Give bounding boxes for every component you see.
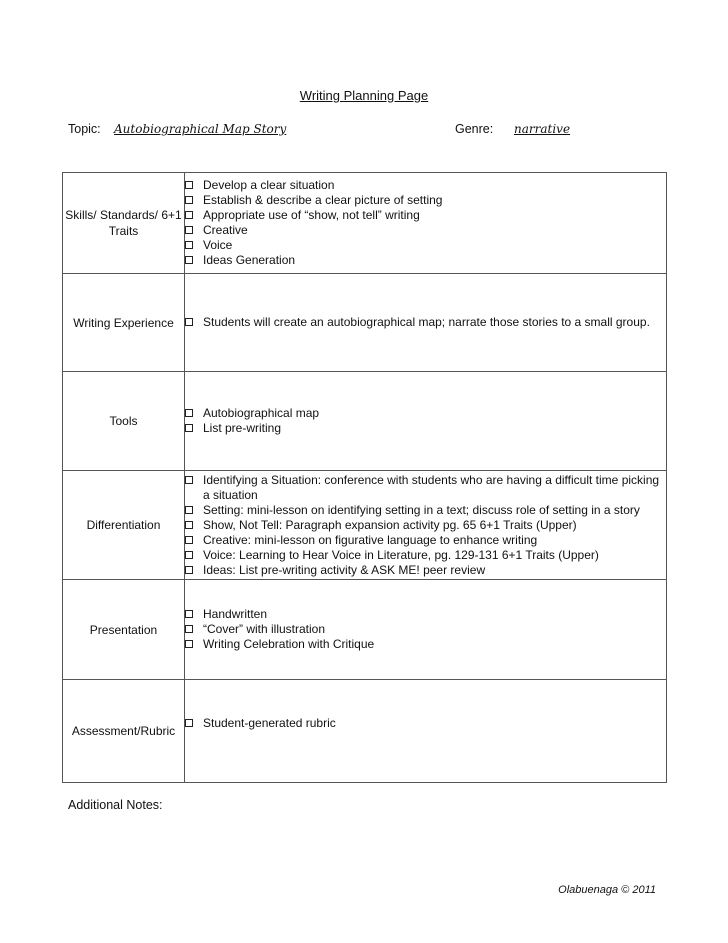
checkbox-icon[interactable] xyxy=(185,424,193,432)
list-item xyxy=(185,208,666,223)
list-item xyxy=(185,253,666,268)
row-content-tools xyxy=(185,372,667,471)
table-row xyxy=(63,274,667,372)
checkbox-icon[interactable] xyxy=(185,566,193,574)
row-content-differentiation xyxy=(185,471,667,580)
row-content-presentation xyxy=(185,580,667,680)
list-item xyxy=(185,622,666,637)
table-row xyxy=(63,680,667,783)
item-text: Ideas: List pre-writing activity & ASK ME! peer review xyxy=(203,562,486,577)
list-item xyxy=(185,421,666,436)
row-label-presentation: Presentation xyxy=(63,580,185,680)
item-text: Appropriate use of “show, not tell” writing xyxy=(203,208,420,222)
item-text: Voice: Learning to Hear Voice in Literature, pg. 129-131 6+1 Traits (Upper) xyxy=(203,547,599,562)
checkbox-icon[interactable] xyxy=(185,610,193,618)
checkbox-icon[interactable] xyxy=(185,506,193,514)
item-text: Develop a clear situation xyxy=(203,178,335,192)
row-label-assessment: Assessment/Rubric xyxy=(63,680,185,783)
checkbox-icon[interactable] xyxy=(185,625,193,633)
item-text: Setting: mini-lesson on identifying setting in a text; discuss role of setting in a story xyxy=(203,502,640,517)
item-text: Handwritten xyxy=(203,607,268,621)
list-item xyxy=(185,548,666,563)
row-label-differentiation: Differentiation xyxy=(63,471,185,580)
checkbox-icon[interactable] xyxy=(185,551,193,559)
footer-credit: Olabuenaga © 2011 xyxy=(558,884,656,896)
item-text: Student-generated rubric xyxy=(203,716,336,730)
checkbox-icon[interactable] xyxy=(185,521,193,529)
checkbox-icon[interactable] xyxy=(185,256,193,264)
genre-value: narrative xyxy=(514,122,571,136)
checkbox-icon[interactable] xyxy=(185,476,193,484)
list-item xyxy=(185,533,666,548)
item-text: List pre-writing xyxy=(203,421,282,435)
list-item xyxy=(185,193,666,208)
list-item xyxy=(185,637,666,652)
list-item xyxy=(185,223,666,238)
row-label-tools: Tools xyxy=(63,372,185,471)
checkbox-icon[interactable] xyxy=(185,409,193,417)
list-item xyxy=(185,563,666,578)
checkbox-icon[interactable] xyxy=(185,241,193,249)
item-text: “Cover” with illustration xyxy=(203,622,326,636)
table-row xyxy=(63,471,667,580)
item-text: Autobiographical map xyxy=(203,406,320,420)
genre-label: Genre: xyxy=(455,122,494,136)
topic-label: Topic: xyxy=(68,122,101,136)
row-content-skills xyxy=(185,173,667,274)
item-text: Show, Not Tell: Paragraph expansion activity pg. 65 6+1 Traits (Upper) xyxy=(203,517,577,532)
checkbox-icon[interactable] xyxy=(185,640,193,648)
checkbox-icon[interactable] xyxy=(185,318,193,326)
row-label-writing-experience: Writing Experience xyxy=(63,274,185,372)
list-item xyxy=(185,503,666,518)
checkbox-icon[interactable] xyxy=(185,181,193,189)
row-label-skills: Skills/ Standards/ 6+1 Traits xyxy=(63,173,185,274)
page-title: Writing Planning Page xyxy=(299,88,429,103)
checkbox-icon[interactable] xyxy=(185,536,193,544)
topic-value: Autobiographical Map Story xyxy=(114,122,287,136)
row-content-writing-experience xyxy=(185,274,667,372)
list-item xyxy=(185,238,666,253)
item-text: Students will create an autobiographical map; narrate those stories to a small group. xyxy=(203,315,650,329)
item-text: Creative xyxy=(203,223,248,237)
item-text: Writing Celebration with Critique xyxy=(203,637,375,651)
topic-genre-line xyxy=(68,122,660,140)
item-text: Establish & describe a clear picture of setting xyxy=(203,193,443,207)
item-text: Ideas Generation xyxy=(203,253,296,267)
table-row xyxy=(63,173,667,274)
list-item xyxy=(185,473,666,503)
checkbox-icon[interactable] xyxy=(185,196,193,204)
list-item xyxy=(185,716,666,731)
table-row xyxy=(63,372,667,471)
checkbox-icon[interactable] xyxy=(185,719,193,727)
list-item xyxy=(185,518,666,533)
table-row xyxy=(63,580,667,680)
list-item xyxy=(185,607,666,622)
item-text: Identifying a Situation: conference with students who are having a difficult time picking a situation xyxy=(203,472,660,502)
item-text: Voice xyxy=(203,238,233,252)
list-item xyxy=(185,315,666,330)
list-item xyxy=(185,178,666,193)
checkbox-icon[interactable] xyxy=(185,211,193,219)
checkbox-icon[interactable] xyxy=(185,226,193,234)
row-content-assessment xyxy=(185,680,667,783)
additional-notes-label: Additional Notes: xyxy=(68,798,163,812)
planning-table xyxy=(62,172,667,783)
item-text: Creative: mini-lesson on figurative language to enhance writing xyxy=(203,532,538,547)
list-item xyxy=(185,406,666,421)
